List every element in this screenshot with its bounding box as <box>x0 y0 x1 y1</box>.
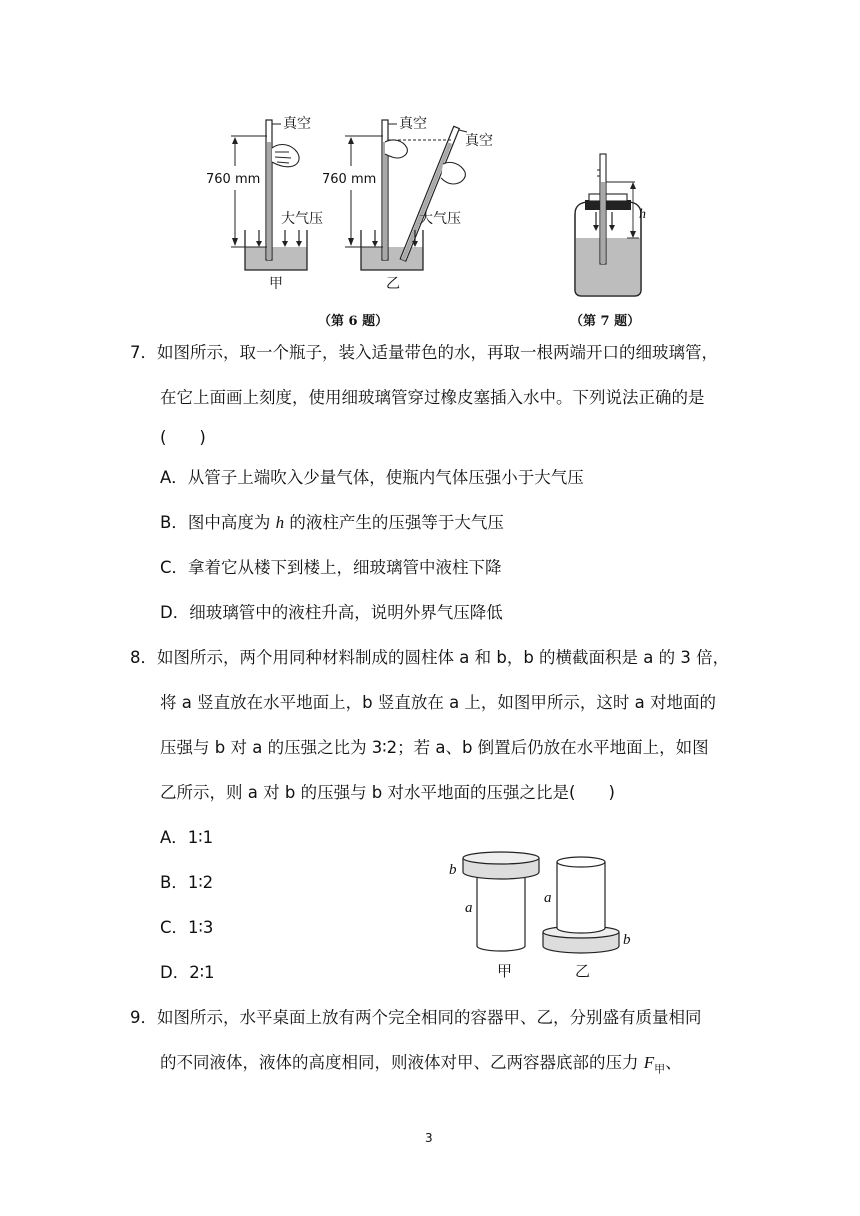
cylinders-yi <box>543 857 619 953</box>
q7-option-b-post: 的液柱产生的压强等于大气压 <box>284 513 504 532</box>
q9-line-2 <box>160 1051 682 1081</box>
q7-option-b-var: h <box>275 513 285 532</box>
torricelli-setup-yi <box>345 120 467 270</box>
q9-line-2-pre: 的不同液体，液体的高度相同，则液体对甲、乙两容器底部的压力 <box>160 1053 644 1072</box>
q7-option-b-pre: B．图中高度为 <box>160 513 276 532</box>
b-label-yi: b <box>623 932 631 948</box>
height-label-yi: 760 mm <box>322 172 377 187</box>
q8-line-1: 8．如图所示，两个用同种材料制成的圆柱体 a 和 b，b 的横截面积是 a 的 3 倍， <box>130 648 730 667</box>
q7-line-1: 7．如图所示，取一个瓶子，装入适量带色的水，再取一根两端开口的细玻璃管， <box>130 343 718 362</box>
figure-6 <box>205 112 505 307</box>
q9-line-1: 9．如图所示，水平桌面上放有两个完全相同的容器甲、乙，分别盛有质量相同 <box>130 1008 702 1027</box>
q9-force-sub: 甲 <box>654 1062 666 1076</box>
b-label-jia: b <box>449 862 457 878</box>
label-jia: 甲 <box>269 276 283 292</box>
q8-option-c: C．1∶3 <box>160 918 214 937</box>
q9-line-2-post: 、 <box>665 1053 682 1072</box>
label-jia-fig8: 甲 <box>497 962 513 980</box>
q7-option-b <box>160 511 504 535</box>
q8-line-3: 压强与 b 对 a 的压强之比为 3∶2；若 a、b 倒置后仍放在水平地面上，如图 <box>160 738 709 757</box>
vacuum-label-jia: 真空 <box>283 116 311 132</box>
q8-option-a: A．1∶1 <box>160 828 214 847</box>
atm-label-yi: 大气压 <box>419 211 461 227</box>
label-yi-fig8: 乙 <box>575 962 591 980</box>
figure-8 <box>445 848 645 983</box>
page-number: 3 <box>425 1131 433 1145</box>
atm-label-jia: 大气压 <box>281 211 323 227</box>
q9-force-var: F <box>643 1053 655 1072</box>
q7-answer-blank: ( ) <box>160 428 206 447</box>
a-label-jia: a <box>465 900 473 916</box>
figure-6-caption: （第 6 题） <box>318 314 389 329</box>
q7-option-a: A．从管子上端吹入少量气体，使瓶内气体压强小于大气压 <box>160 468 584 487</box>
q7-option-d: D．细玻璃管中的液柱升高，说明外界气压降低 <box>160 603 503 622</box>
a-label-yi: a <box>544 890 552 906</box>
h-label: h <box>639 207 646 222</box>
vacuum-label-yi-tilted: 真空 <box>465 133 493 149</box>
label-yi: 乙 <box>386 276 400 292</box>
cylinders-jia <box>463 852 539 951</box>
torricelli-setup-jia <box>231 120 307 270</box>
height-label-jia: 760 mm <box>206 172 261 187</box>
q7-line-2: 在它上面画上刻度，使用细玻璃管穿过橡皮塞插入水中。下列说法正确的是 <box>160 388 705 407</box>
q8-option-b: B．1∶2 <box>160 873 214 892</box>
figure-7-caption: （第 7 题） <box>570 314 641 329</box>
vacuum-label-yi-vertical: 真空 <box>399 116 427 132</box>
figure-7 <box>565 152 655 302</box>
q8-line-4: 乙所示，则 a 对 b 的压强与 b 对水平地面的压强之比是( ) <box>160 783 615 802</box>
q7-option-c: C．拿着它从楼下到楼上，细玻璃管中液柱下降 <box>160 558 502 577</box>
q8-option-d: D．2∶1 <box>160 963 215 982</box>
q8-line-2: 将 a 竖直放在水平地面上，b 竖直放在 a 上，如图甲所示，这时 a 对地面的 <box>160 693 717 712</box>
